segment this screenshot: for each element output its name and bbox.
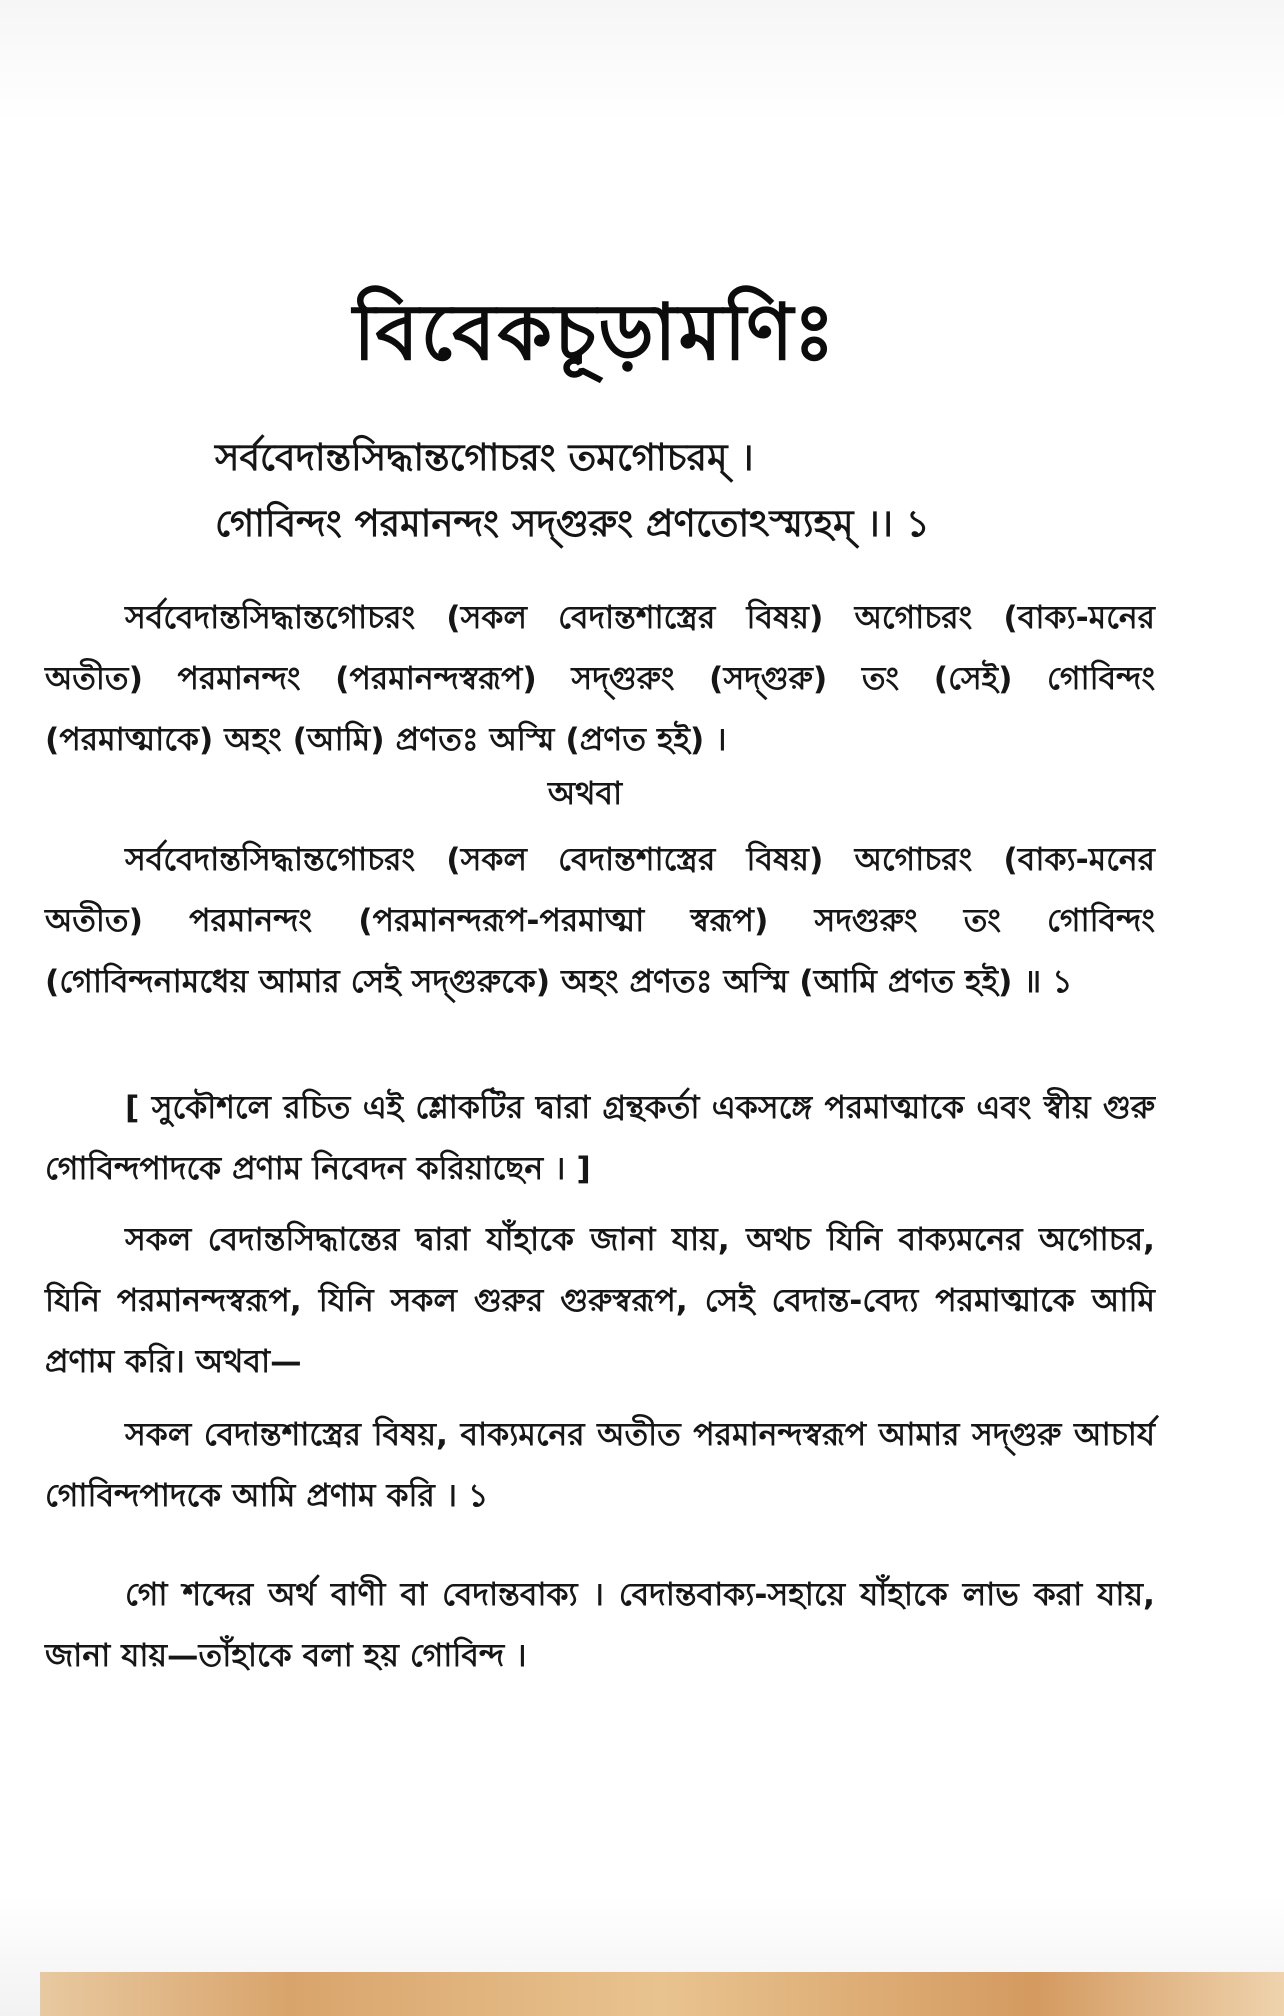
athoba-divider: অথবা xyxy=(547,776,623,812)
commentary-note xyxy=(45,1078,1155,1200)
commentary-paragraph-1-text: সর্ববেদান্তসিদ্ধান্তগোচরং (সকল বেদান্তশাস্ত্রের বিষয়) অগোচরং (বাক্য-মনের অতীত) পরমানন্দং (পরমানন্দস্বরূপ) সদ্‌গুরুং (সদ্‌গুরু) তং (সেই) গোবিন্দং (পরমাত্মাকে) অহং (আমি) প্রণতঃ অস্মি (প্রণত হই) । xyxy=(45,600,1155,758)
commentary-note-text: [ সুকৌশলে রচিত এই শ্লোকটির দ্বারা গ্রন্থকর্তা একসঙ্গে পরমাত্মাকে এবং স্বীয় গুরু গোবিন্দপাদকে প্রণাম নিবেদন করিয়াছেন । ] xyxy=(45,1090,1155,1187)
translation-paragraph-2 xyxy=(45,1405,1155,1527)
page-title: বিবেকচূড়ামণিঃ xyxy=(353,287,837,378)
commentary-paragraph-2 xyxy=(45,830,1155,1013)
translation-paragraph-2-text: সকল বেদান্তশাস্ত্রের বিষয়, বাক্যমনের অতীত পরমানন্দস্বরূপ আমার সদ্‌গুরু আচার্য গোবিন্দপাদকে আমি প্রণাম করি । ১ xyxy=(45,1417,1155,1514)
explanation-paragraph xyxy=(45,1565,1155,1687)
translation-paragraph-1 xyxy=(45,1210,1155,1393)
translation-paragraph-1-text: সকল বেদান্তসিদ্ধান্তের দ্বারা যাঁহাকে জানা যায়, অথচ যিনি বাক্যমনের অগোচর, যিনি পরমানন্দস্বরূপ, যিনি সকল গুরুর গুরুস্বরূপ, সেই বেদান্ত-বেদ্য পরমাত্মাকে আমি প্রণাম করি। অথবা— xyxy=(45,1222,1155,1380)
commentary-paragraph-1 xyxy=(45,588,1155,771)
page-edge-strip xyxy=(40,1972,1284,2016)
commentary-paragraph-2-text: সর্ববেদান্তসিদ্ধান্তগোচরং (সকল বেদান্তশাস্ত্রের বিষয়) অগোচরং (বাক্য-মনের অতীত) পরমানন্দং (পরমানন্দরূপ-পরমাত্মা স্বরূপ) সদগুরুং তং গোবিন্দং (গোবিন্দনামধেয় আমার সেই সদ্‌গুরুকে) অহং প্রণতঃ অস্মি (আমি প্রণত হই) ॥ ১ xyxy=(45,842,1155,1000)
verse-line-1: সর্ববেদান্তসিদ্ধান্তগোচরং তমগোচরম্ । xyxy=(215,436,754,479)
verse-line-2: গোবিন্দং পরমানন্দং সদ্‌গুরুং প্রণতোঽস্ম্যহম্ ।। ১ xyxy=(215,502,930,545)
explanation-paragraph-text: গো শব্দের অর্থ বাণী বা বেদান্তবাক্য । বেদান্তবাক্য-সহায়ে যাঁহাকে লাভ করা যায়, জানা যায়—তাঁহাকে বলা হয় গোবিন্দ । xyxy=(45,1577,1155,1674)
